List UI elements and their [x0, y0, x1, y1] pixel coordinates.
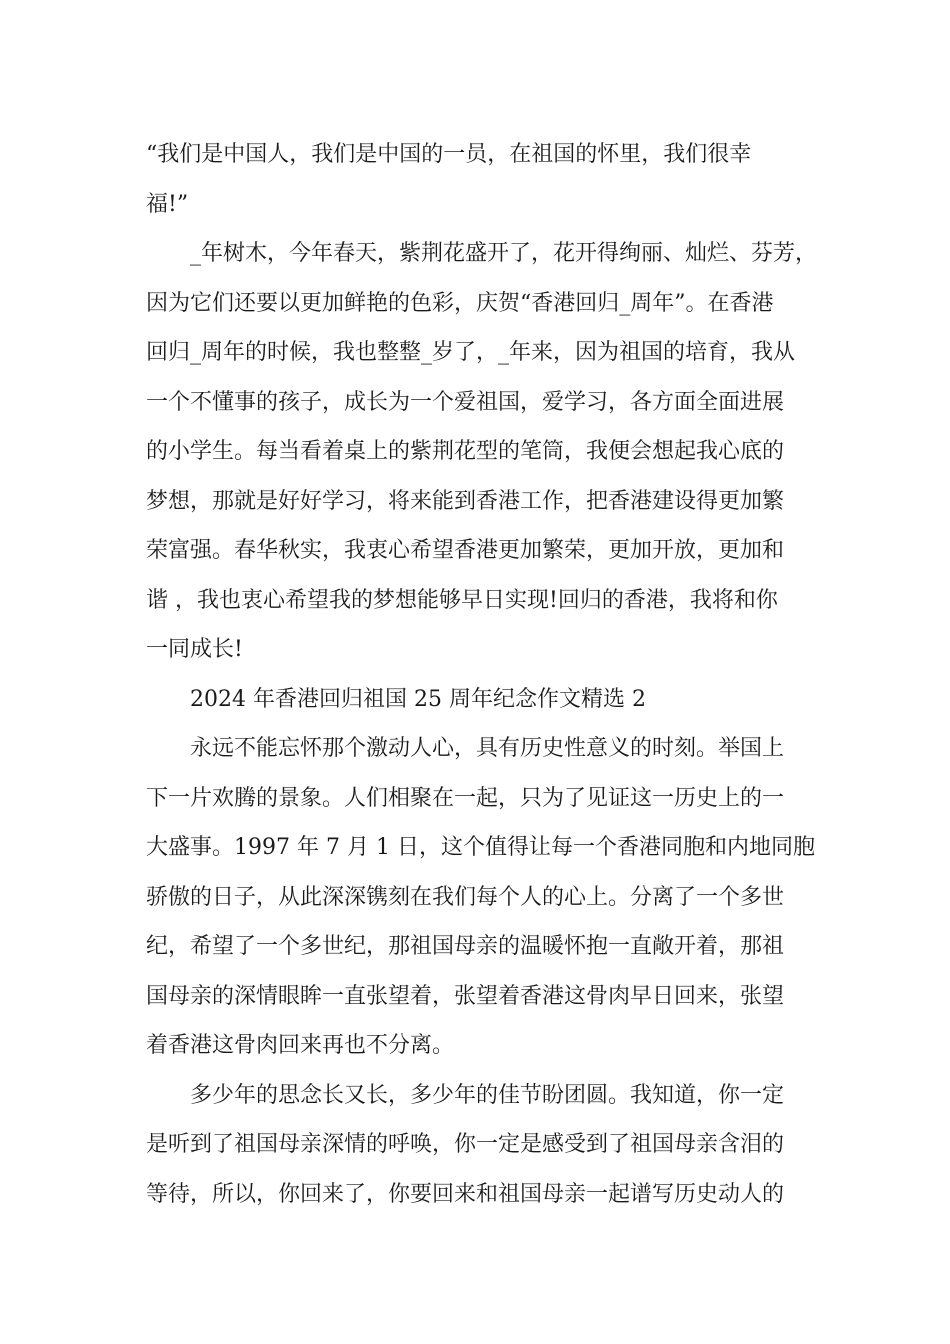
text-line: 着香港这骨肉回来再也不分离。	[146, 1033, 455, 1058]
text-line: “我们是中国人，我们是中国的一员，在祖国的怀里，我们很幸	[146, 142, 752, 167]
text-line: 国母亲的深情眼眸一直张望着，张望着香港这骨肉早日回来，张望	[146, 983, 785, 1009]
text-line: 一同成长!	[146, 637, 243, 662]
paragraph-handover	[146, 724, 826, 1071]
text-line: 多少年的思念长又长，多少年的佳节盼团圆。我知道，你一定	[190, 1082, 785, 1108]
text-line: 回归_周年的时候，我也整整_岁了，_年来，因为祖国的培育，我从	[146, 340, 796, 365]
text-line: 因为它们还要以更加鲜艳的色彩，庆贺“香港回归_周年”。在香港	[146, 290, 774, 316]
heading-text: 2024 年香港回归祖国 25 周年纪念作文精选 2	[190, 686, 646, 712]
text-line: _年树木，今年春天，紫荆花盛开了，花开得绚丽、灿烂、芬芳，	[190, 241, 818, 266]
paragraph-reunion	[146, 1071, 826, 1220]
text-line: 一个不懂事的孩子，成长为一个爱祖国，爱学习，各方面全面进展	[146, 389, 785, 415]
text-line: 梦想，那就是好好学习，将来能到香港工作，把香港建设得更加繁	[146, 488, 785, 514]
text-line: 等待，所以，你回来了，你要回来和祖国母亲一起谱写历史动人的	[146, 1181, 785, 1207]
text-line: 的小学生。每当看着桌上的紫荆花型的笔筒，我便会想起我心底的	[146, 439, 785, 464]
text-line: 下一片欢腾的景象。人们相聚在一起，只为了见证这一历史上的一	[146, 785, 785, 811]
text-line: 永远不能忘怀那个激动人心，具有历史性意义的时刻。举国上	[190, 736, 785, 761]
text-line: 大盛事。1997 年 7 月 1 日，这个值得让每一个香港同胞和内地同胞	[146, 835, 815, 860]
text-line: 谐 ，我也衷心希望我的梦想能够早日实现!回归的香港，我将和你	[146, 587, 778, 613]
section-heading	[146, 675, 826, 725]
paragraph-bauhinia	[146, 229, 826, 675]
text-line: 骄傲的日子，从此深深镌刻在我们每个人的心上。分离了一个多世	[146, 884, 785, 910]
text-line: 纪，希望了一个多世纪，那祖国母亲的温暖怀抱一直敞开着，那祖	[146, 934, 785, 959]
text-line: 福!”	[146, 191, 189, 217]
text-line: 是听到了祖国母亲深情的呼唤，你一定是感受到了祖国母亲含泪的	[146, 1132, 785, 1157]
text-line: 荣富强。春华秋实，我衷心希望香港更加繁荣，更加开放，更加和	[146, 538, 785, 563]
paragraph-quote	[146, 130, 826, 229]
essay-body	[146, 130, 826, 1219]
